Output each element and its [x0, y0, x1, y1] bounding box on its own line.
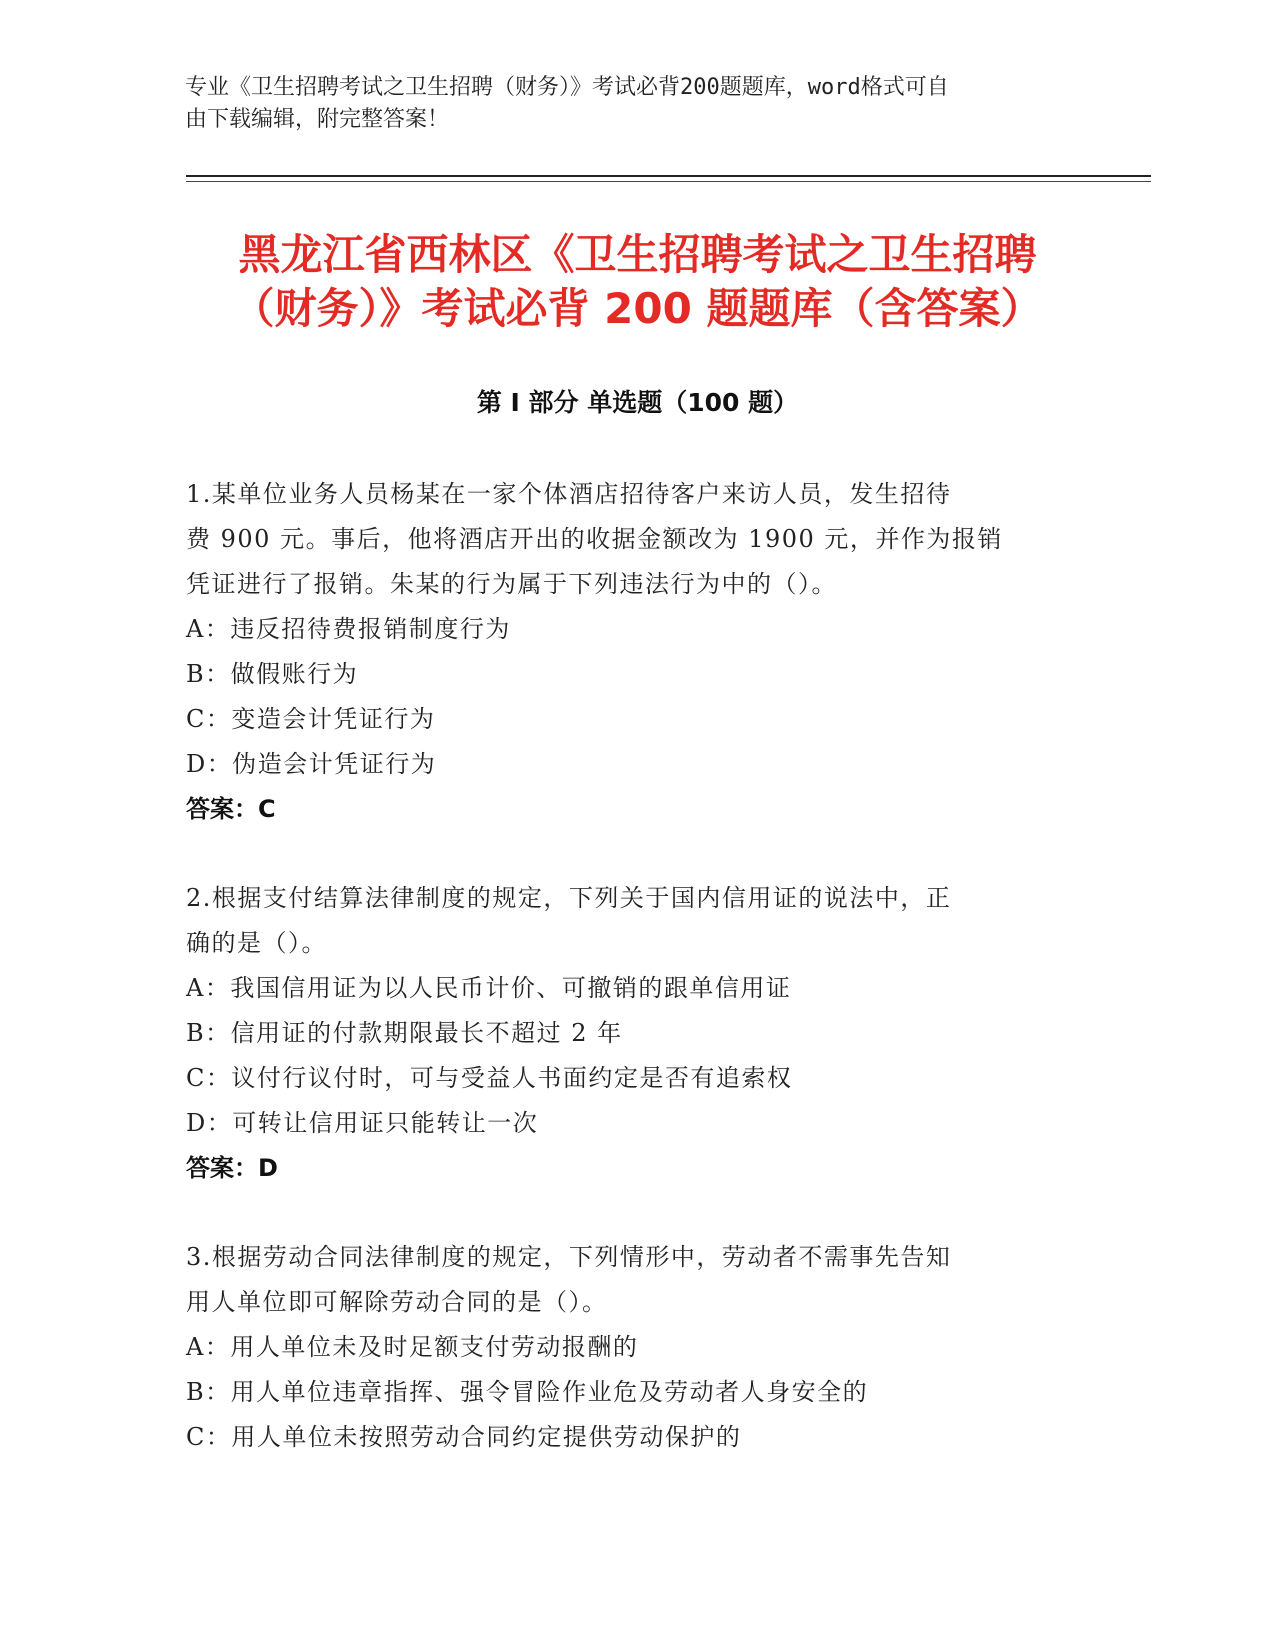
- question-stem-line: 费 900 元。事后，他将酒店开出的收据金额改为 1900 元，并作为报销: [186, 525, 1003, 553]
- question-2: [186, 876, 1066, 1191]
- option-c: C：议付行议付时，可与受益人书面约定是否有追索权: [186, 1064, 793, 1092]
- option-c: C：用人单位未按照劳动合同约定提供劳动保护的: [186, 1423, 742, 1451]
- option-b: B：做假账行为: [186, 660, 359, 688]
- question-3: [186, 1235, 1066, 1460]
- question-stem-line: 用人单位即可解除劳动合同的是（）。: [186, 1288, 608, 1316]
- intro-line: 专业《卫生招聘考试之卫生招聘（财务）》考试必背200题题库，word格式可自: [185, 75, 949, 100]
- option-a: A：违反招待费报销制度行为: [186, 615, 511, 643]
- document-title: [160, 228, 1115, 336]
- question-stem-line: 凭证进行了报销。朱某的行为属于下列违法行为中的（）。: [186, 570, 837, 598]
- section-heading: 第 I 部分 单选题（100 题）: [476, 388, 799, 417]
- option-c: C：变造会计凭证行为: [186, 705, 436, 733]
- question-list: [186, 472, 1066, 1504]
- question-stem-line: 3.根据劳动合同法律制度的规定，下列情形中，劳动者不需事先告知: [186, 1243, 952, 1271]
- question-stem-line: 确的是（）。: [186, 929, 327, 957]
- answer-line: 答案：C: [186, 795, 276, 823]
- title-line: 黑龙江省西林区《卫生招聘考试之卫生招聘: [238, 230, 1037, 279]
- question-stem-line: 1.某单位业务人员杨某在一家个体酒店招待客户来访人员，发生招待: [186, 480, 952, 508]
- intro-line: 由下载编辑，附完整答案！: [185, 107, 450, 132]
- option-d: D：可转让信用证只能转让一次: [186, 1109, 539, 1137]
- option-a: A：用人单位未及时足额支付劳动报酬的: [186, 1333, 639, 1361]
- question-1: [186, 472, 1066, 832]
- option-d: D：伪造会计凭证行为: [186, 750, 437, 778]
- option-b: B：用人单位违章指挥、强令冒险作业危及劳动者人身安全的: [186, 1378, 869, 1406]
- header-rule-thick: [186, 175, 1151, 177]
- option-a: A：我国信用证为以人民币计价、可撤销的跟单信用证: [186, 974, 792, 1002]
- answer-line: 答案：D: [186, 1154, 278, 1182]
- header-rule-thin: [186, 181, 1151, 182]
- option-b: B：信用证的付款期限最长不超过 2 年: [186, 1019, 623, 1047]
- title-line: （财务）》考试必背 200 题题库（含答案）: [232, 284, 1043, 333]
- question-stem-line: 2.根据支付结算法律制度的规定，下列关于国内信用证的说法中，正: [186, 884, 952, 912]
- intro-text: [185, 72, 1075, 136]
